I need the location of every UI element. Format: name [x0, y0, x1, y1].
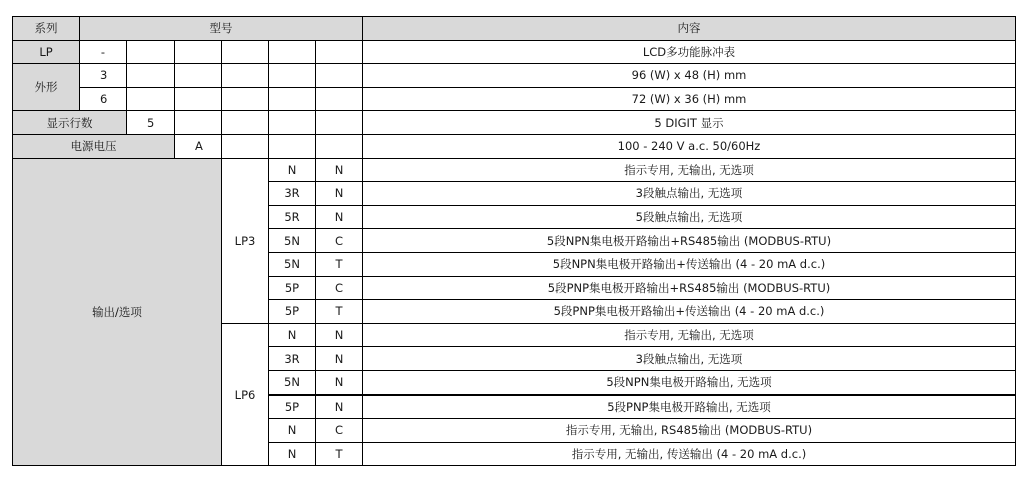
content-cell: 指示专用, 无输出, RS485输出 (MODBUS-RTU): [363, 419, 1016, 443]
code-cell: N: [269, 158, 316, 182]
code-cell: 5P: [269, 300, 316, 324]
row-label-shape: 外形: [13, 64, 80, 111]
empty-cell: [269, 111, 316, 135]
empty-cell: [269, 134, 316, 158]
content-cell: 3段触点输出, 无选项: [363, 182, 1016, 206]
empty-cell: [222, 40, 269, 64]
code-cell: 5N: [269, 252, 316, 276]
content-cell: 100 - 240 V a.c. 50/60Hz: [363, 134, 1016, 158]
empty-cell: [127, 64, 175, 88]
code-cell: 5N: [269, 370, 316, 394]
content-cell: 指示专用, 无输出, 传送输出 (4 - 20 mA d.c.): [363, 442, 1016, 466]
empty-cell: [222, 134, 269, 158]
empty-cell: [127, 87, 175, 111]
header-model: 型号: [80, 17, 363, 41]
code-cell: N: [316, 158, 363, 182]
code-cell: C: [316, 276, 363, 300]
header-series: 系列: [13, 17, 80, 41]
code-cell: 5P: [269, 276, 316, 300]
code-cell: N: [316, 395, 363, 419]
code-cell: -: [80, 40, 127, 64]
content-cell: 96 (W) x 48 (H) mm: [363, 64, 1016, 88]
empty-cell: [175, 64, 222, 88]
code-cell: N: [316, 347, 363, 371]
lp3-label: LP3: [222, 158, 269, 323]
content-cell: 指示专用, 无输出, 无选项: [363, 323, 1016, 347]
table-row: [13, 87, 1016, 111]
empty-cell: [175, 111, 222, 135]
content-cell: 5段PNP集电极开路输出+RS485输出 (MODBUS-RTU): [363, 276, 1016, 300]
row-label-power: 电源电压: [13, 134, 175, 158]
empty-cell: [269, 64, 316, 88]
content-cell: 5段PNP集电极开路输出+传送输出 (4 - 20 mA d.c.): [363, 300, 1016, 324]
table-row: [13, 64, 1016, 88]
empty-cell: [269, 40, 316, 64]
content-cell: 5段NPN集电极开路输出, 无选项: [363, 370, 1016, 394]
empty-cell: [269, 87, 316, 111]
content-cell: 5段NPN集电极开路输出+传送输出 (4 - 20 mA d.c.): [363, 252, 1016, 276]
empty-cell: [222, 87, 269, 111]
empty-cell: [127, 40, 175, 64]
code-cell: 5: [127, 111, 175, 135]
content-cell: 5段PNP集电极开路输出, 无选项: [363, 395, 1016, 419]
header-row: [13, 17, 1016, 41]
code-cell: T: [316, 442, 363, 466]
code-cell: C: [316, 229, 363, 253]
content-cell: 72 (W) x 36 (H) mm: [363, 87, 1016, 111]
model-spec-table: [12, 16, 1016, 466]
code-cell: N: [316, 370, 363, 394]
empty-cell: [316, 40, 363, 64]
table-row: [13, 158, 1016, 182]
code-cell: C: [316, 419, 363, 443]
content-cell: 3段触点输出, 无选项: [363, 347, 1016, 371]
empty-cell: [222, 64, 269, 88]
code-cell: 3: [80, 64, 127, 88]
empty-cell: [316, 134, 363, 158]
empty-cell: [316, 64, 363, 88]
empty-cell: [316, 87, 363, 111]
header-content: 内容: [363, 17, 1016, 41]
content-cell: 指示专用, 无输出, 无选项: [363, 158, 1016, 182]
row-label-lp: LP: [13, 40, 80, 64]
table-row: [13, 40, 1016, 64]
content-cell: 5 DIGIT 显示: [363, 111, 1016, 135]
code-cell: N: [269, 323, 316, 347]
code-cell: T: [316, 300, 363, 324]
code-cell: N: [269, 442, 316, 466]
content-cell: 5段触点输出, 无选项: [363, 205, 1016, 229]
code-cell: A: [175, 134, 222, 158]
code-cell: 3R: [269, 347, 316, 371]
content-cell: 5段NPN集电极开路输出+RS485输出 (MODBUS-RTU): [363, 229, 1016, 253]
code-cell: T: [316, 252, 363, 276]
code-cell: N: [316, 182, 363, 206]
content-cell: LCD多功能脉冲表: [363, 40, 1016, 64]
code-cell: 6: [80, 87, 127, 111]
row-label-display: 显示行数: [13, 111, 127, 135]
table-row: [13, 111, 1016, 135]
empty-cell: [316, 111, 363, 135]
lp6-label: LP6: [222, 323, 269, 466]
code-cell: N: [316, 205, 363, 229]
row-label-output: 输出/选项: [13, 158, 222, 466]
table-row: [13, 134, 1016, 158]
code-cell: N: [269, 419, 316, 443]
empty-cell: [175, 40, 222, 64]
code-cell: 5P: [269, 395, 316, 419]
code-cell: N: [316, 323, 363, 347]
empty-cell: [222, 111, 269, 135]
code-cell: 3R: [269, 182, 316, 206]
empty-cell: [175, 87, 222, 111]
code-cell: 5N: [269, 229, 316, 253]
code-cell: 5R: [269, 205, 316, 229]
